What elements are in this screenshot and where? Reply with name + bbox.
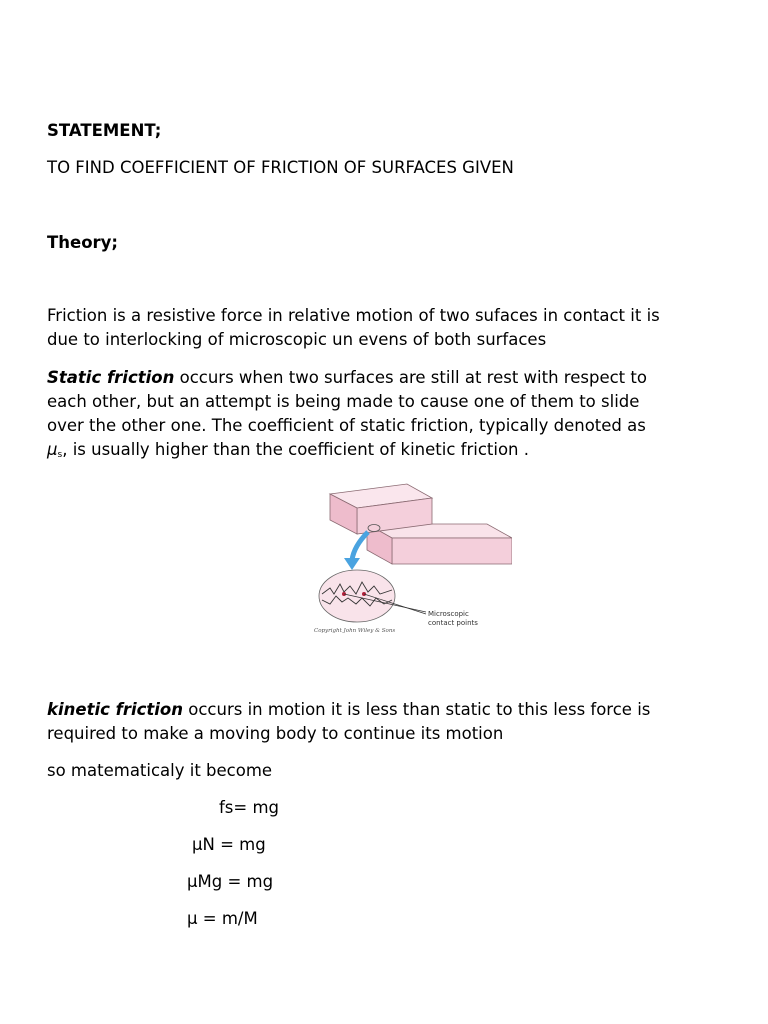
figure-label-line1: Microscopic — [428, 610, 469, 618]
static-line1-text: occurs when two surfaces are still at rest with respect to — [174, 368, 647, 387]
paragraph-line: each other, but an attempt is being made to cause one of them to slide — [47, 392, 640, 411]
kinetic-friction-term: kinetic friction — [47, 700, 184, 719]
friction-diagram — [312, 476, 512, 636]
mu-symbol: $\mu_s$ — [47, 440, 63, 460]
static-friction-term: Static friction — [47, 368, 175, 387]
statement-text: TO FIND COEFFICIENT OF FRICTION OF SURFACES GIVEN — [47, 158, 514, 177]
paragraph-line — [47, 366, 727, 390]
paragraph-line: over the other one. The coefficient of static friction, typically denoted as — [47, 416, 646, 435]
paragraph-line — [47, 438, 727, 467]
kinetic-line1-text: occurs in motion it is less than static to this less force is — [183, 700, 651, 719]
figure-copyright: Copyright John Wiley & Sons — [314, 628, 396, 634]
equation-2: μN = mg — [192, 835, 266, 854]
figure-label-line2: contact points — [428, 619, 478, 627]
static-line4-text: , is usually higher than the coefficient of kinetic friction . — [62, 440, 529, 459]
paragraph-line: Friction is a resistive force in relative motion of two sufaces in contact it is — [47, 306, 660, 325]
paragraph-line: due to interlocking of microscopic un evens of both surfaces — [47, 330, 547, 349]
paragraph-line — [47, 698, 727, 722]
kinetic-friction-paragraph — [47, 698, 727, 746]
equation-1: fs= mg — [219, 798, 280, 817]
theory-heading: Theory; — [47, 233, 119, 252]
equation-4: μ = m/M — [187, 909, 258, 928]
static-friction-paragraph — [47, 366, 727, 467]
math-intro: so matematicaly it become — [47, 761, 273, 780]
statement-heading: STATEMENT; — [47, 121, 162, 140]
equation-3: μMg = mg — [187, 872, 274, 891]
friction-paragraph — [47, 304, 727, 352]
paragraph-line: required to make a moving body to continue its motion — [47, 724, 504, 743]
